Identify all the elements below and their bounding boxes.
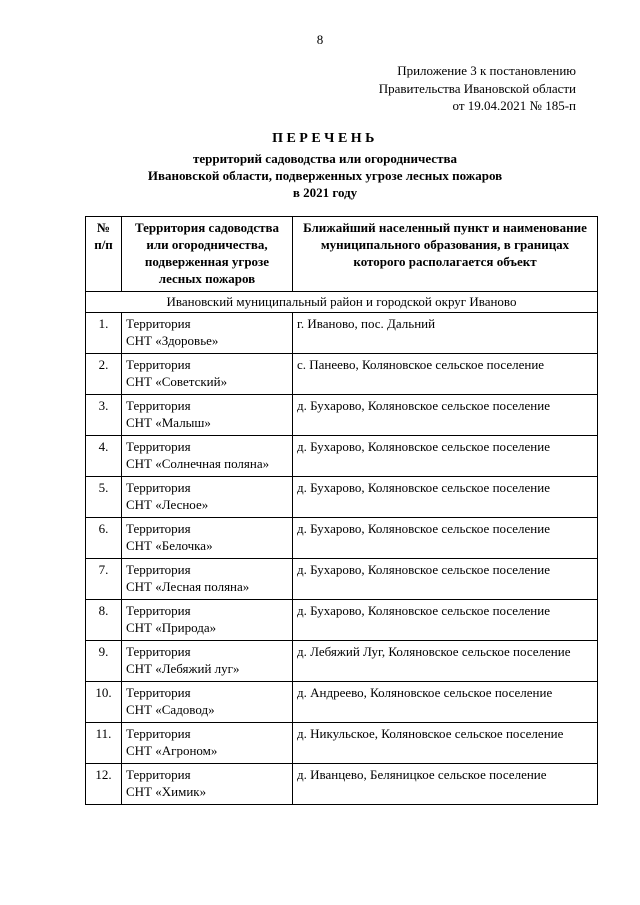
table-row [86, 436, 598, 477]
row-settlement: д. Бухарово, Коляновское сельское поселение [293, 518, 598, 559]
header-territory: Территория садоводства или огородничества, подверженная угрозе лесных пожаров [122, 217, 293, 292]
row-territory [122, 436, 293, 477]
table-row [86, 395, 598, 436]
row-settlement: г. Иваново, пос. Дальний [293, 313, 598, 354]
region-row [86, 292, 598, 313]
table-row [86, 477, 598, 518]
appendix-line-2: Правительства Ивановской области [378, 80, 576, 96]
row-settlement: д. Андреево, Коляновское сельское поселение [293, 682, 598, 723]
title-line-1: территорий садоводства или огородничества [193, 151, 457, 166]
row-settlement: д. Бухарово, Коляновское сельское поселение [293, 559, 598, 600]
row-settlement: д. Никульское, Коляновское сельское поселение [293, 723, 598, 764]
appendix-line-3: от 19.04.2021 № 185-п [452, 98, 576, 113]
territories-table [85, 216, 598, 805]
table-row [86, 313, 598, 354]
row-territory [122, 764, 293, 805]
header-num: № п/п [86, 217, 122, 292]
territory-line-2: СНТ «Лебяжий луг» [126, 661, 240, 676]
row-number: 9. [86, 641, 122, 682]
territory-line-1: Территория [126, 480, 191, 495]
table-row [86, 723, 598, 764]
territory-line-1: Территория [126, 685, 191, 700]
table-header-row [86, 217, 598, 292]
row-territory [122, 641, 293, 682]
appendix-line-1: Приложение 3 к постановлению [397, 63, 576, 78]
row-number: 3. [86, 395, 122, 436]
table-row [86, 354, 598, 395]
territory-line-1: Территория [126, 398, 191, 413]
territory-line-2: СНТ «Здоровье» [126, 333, 219, 348]
title-line-3: в 2021 году [292, 185, 358, 200]
row-number: 4. [86, 436, 122, 477]
title-main: ПЕРЕЧЕНЬ [272, 131, 378, 146]
table-row [86, 600, 598, 641]
header-settlement: Ближайший населенный пункт и наименование муниципального образования, в границах которого располагается объект [293, 217, 598, 292]
territory-line-2: СНТ «Малыш» [126, 415, 211, 430]
territory-line-2: СНТ «Природа» [126, 620, 217, 635]
row-settlement: д. Бухарово, Коляновское сельское поселение [293, 436, 598, 477]
row-settlement: с. Панеево, Коляновское сельское поселение [293, 354, 598, 395]
territory-line-1: Территория [126, 521, 191, 536]
row-number: 11. [86, 723, 122, 764]
territory-line-2: СНТ «Агроном» [126, 743, 218, 758]
table-row [86, 559, 598, 600]
territory-line-1: Территория [126, 316, 191, 331]
row-settlement: д. Лебяжий Луг, Коляновское сельское поселение [293, 641, 598, 682]
row-number: 8. [86, 600, 122, 641]
row-number: 5. [86, 477, 122, 518]
appendix-note [379, 62, 576, 115]
row-number: 2. [86, 354, 122, 395]
table-row [86, 764, 598, 805]
territory-line-2: СНТ «Химик» [126, 784, 207, 799]
territory-line-2: СНТ «Садовод» [126, 702, 215, 717]
row-territory [122, 682, 293, 723]
page-number: 8 [316, 32, 324, 47]
table-row [86, 518, 598, 559]
row-territory [122, 354, 293, 395]
document-title [60, 130, 590, 201]
territory-line-1: Территория [126, 644, 191, 659]
row-number: 1. [86, 313, 122, 354]
row-settlement: д. Бухарово, Коляновское сельское поселение [293, 395, 598, 436]
row-number: 12. [86, 764, 122, 805]
row-territory [122, 477, 293, 518]
row-number: 10. [86, 682, 122, 723]
territory-line-2: СНТ «Лесное» [126, 497, 209, 512]
territory-line-1: Территория [126, 603, 191, 618]
row-settlement: д. Иванцево, Беляницкое сельское поселение [293, 764, 598, 805]
row-territory [122, 723, 293, 764]
row-number: 7. [86, 559, 122, 600]
row-territory [122, 313, 293, 354]
row-settlement: д. Бухарово, Коляновское сельское поселение [293, 477, 598, 518]
title-line-2: Ивановской области, подверженных угрозе лесных пожаров [147, 168, 503, 183]
territory-line-1: Территория [126, 439, 191, 454]
row-territory [122, 559, 293, 600]
table-row [86, 641, 598, 682]
table-row [86, 682, 598, 723]
territory-line-1: Территория [126, 357, 191, 372]
row-territory [122, 395, 293, 436]
territory-line-2: СНТ «Лесная поляна» [126, 579, 250, 594]
territory-line-2: СНТ «Белочка» [126, 538, 213, 553]
territory-line-1: Территория [126, 726, 191, 741]
row-territory [122, 518, 293, 559]
row-number: 6. [86, 518, 122, 559]
region-label: Ивановский муниципальный район и городской округ Иваново [86, 292, 598, 313]
territory-line-2: СНТ «Солнечная поляна» [126, 456, 270, 471]
territory-line-1: Территория [126, 562, 191, 577]
row-settlement: д. Бухарово, Коляновское сельское поселение [293, 600, 598, 641]
territory-line-1: Территория [126, 767, 191, 782]
territory-line-2: СНТ «Советский» [126, 374, 228, 389]
row-territory [122, 600, 293, 641]
